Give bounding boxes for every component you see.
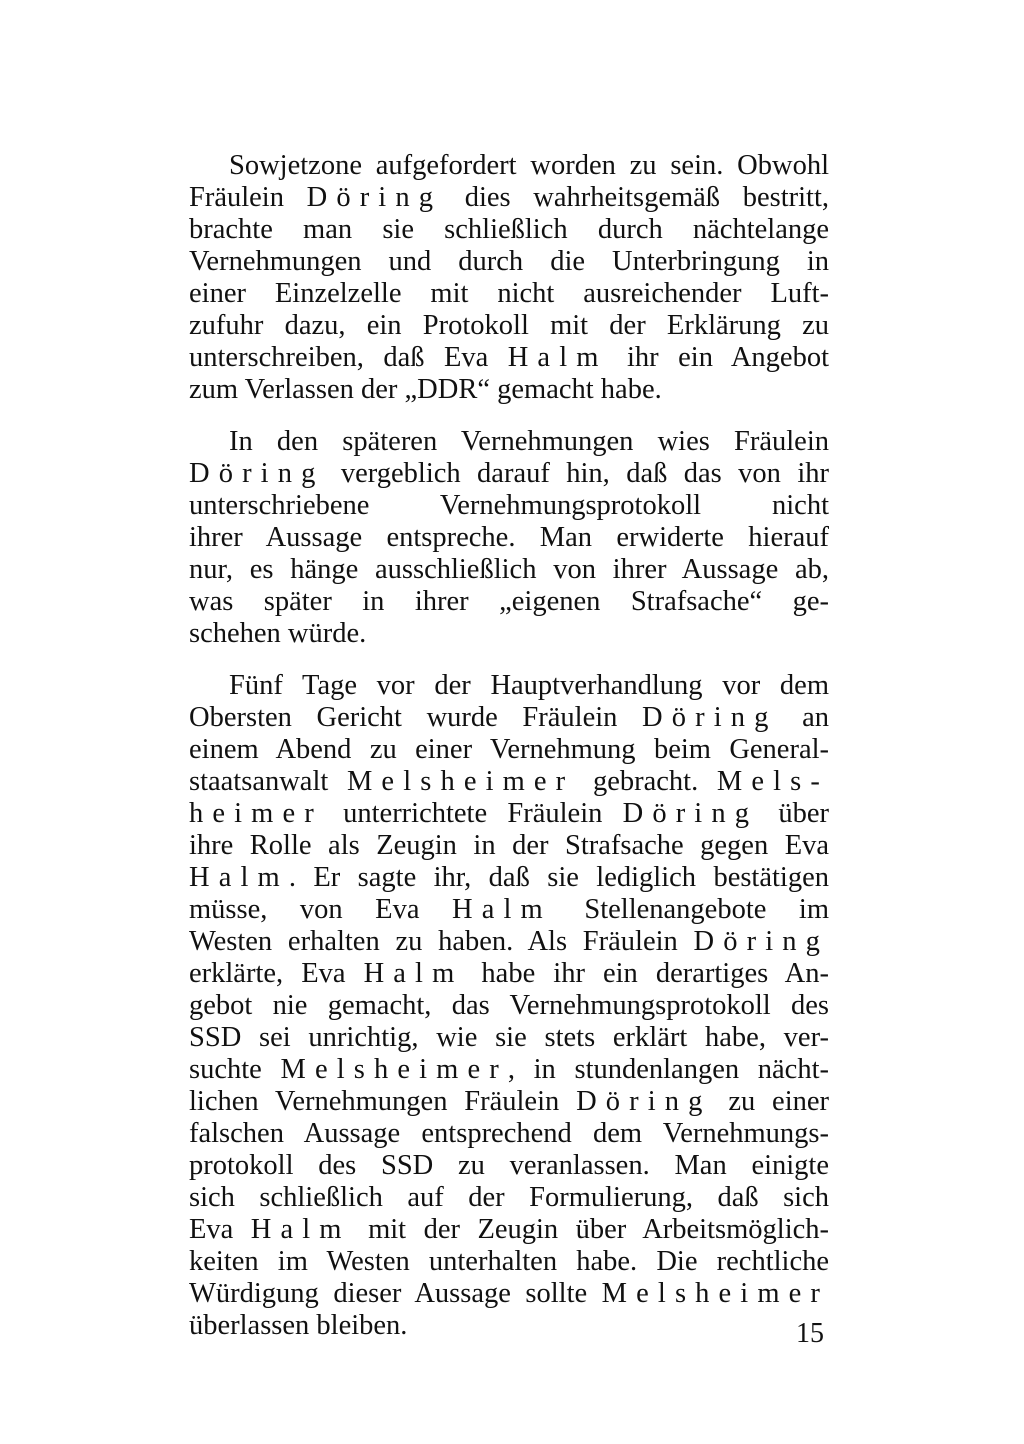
text-line (189, 522, 829, 554)
spaced-name: Döring (189, 458, 325, 489)
spaced-name: Halm (363, 958, 464, 989)
spaced-name: Döring (306, 182, 443, 213)
text-line (189, 734, 829, 766)
body-text (189, 150, 829, 1342)
text-segment: dies wahrheitsgemäß bestritt, (442, 182, 829, 213)
spaced-name: Halm (250, 1214, 351, 1245)
text-line (189, 1310, 829, 1342)
text-line (189, 702, 829, 734)
text-segment: was später in ihrer „eigenen Strafsache“ ge- (189, 586, 829, 617)
text-line (189, 670, 829, 702)
spaced-name: Melsheimer (280, 1054, 508, 1085)
text-segment: SSD sei unrichtig, wie sie stets erklärt habe, ver- (189, 1022, 829, 1053)
text-segment: zu einer (711, 1086, 830, 1117)
text-segment: gebot nie gemacht, das Vernehmungsprotokoll des (189, 990, 829, 1021)
text-segment: sich schließlich auf der Formulierung, daß sich (189, 1182, 829, 1213)
text-line (189, 798, 829, 830)
text-line (189, 766, 829, 798)
text-line (189, 426, 829, 458)
text-line (189, 1278, 829, 1310)
text-line (189, 246, 829, 278)
text-segment: In den späteren Vernehmungen wies Fräulein (229, 426, 829, 457)
text-segment: suchte (189, 1054, 281, 1085)
spaced-name: Halm (507, 342, 608, 373)
text-line (189, 310, 829, 342)
paragraph-3 (189, 670, 829, 1342)
text-line (189, 490, 829, 522)
text-segment: ihre Rolle als Zeugin in der Strafsache gegen Eva (189, 830, 829, 861)
text-segment: staatsanwalt (189, 766, 347, 797)
paragraph-1 (189, 150, 829, 406)
spaced-name: heimer (189, 798, 323, 829)
text-line (189, 990, 829, 1022)
text-segment: Stellenangebote im (551, 894, 830, 925)
text-segment: Obersten Gericht wurde Fräulein (189, 702, 643, 733)
spaced-name: Halm (189, 862, 289, 893)
text-segment: nur, es hänge ausschließlich von ihrer Aussage ab, (189, 554, 829, 585)
text-segment: Westen erhalten zu haben. Als Fräulein (189, 926, 694, 957)
text-segment: einem Abend zu einer Vernehmung beim General- (189, 734, 829, 765)
text-segment: keiten im Westen unterhalten habe. Die rechtliche (189, 1246, 829, 1277)
text-segment: mit der Zeugin über Arbeitsmöglich- (350, 1214, 830, 1245)
text-line (189, 958, 829, 990)
text-segment: erklärte, Eva (189, 958, 364, 989)
text-segment: Eva (189, 1214, 251, 1245)
spaced-name: Döring (642, 702, 778, 733)
spaced-name: Melsheimer (601, 1278, 829, 1309)
text-segment: . Er sagte ihr, daß sie lediglich bestätigen (288, 862, 829, 893)
text-segment: lichen Vernehmungen Fräulein (189, 1086, 577, 1117)
text-line (189, 150, 829, 182)
text-segment: einer Einzelzelle mit nicht ausreichender Luft- (189, 278, 829, 309)
text-segment: an (777, 702, 829, 733)
text-segment: Fräulein (189, 182, 307, 213)
text-line (189, 214, 829, 246)
text-segment: ihr ein Angebot (607, 342, 829, 373)
text-segment: vergeblich darauf hin, daß das von ihr (324, 458, 829, 489)
text-line (189, 894, 829, 926)
text-line (189, 342, 829, 374)
text-segment: gebracht. (574, 766, 717, 797)
spaced-name: Mels- (716, 766, 829, 797)
text-segment: müsse, von Eva (189, 894, 453, 925)
text-segment: brachte man sie schließlich durch nächtelange (189, 214, 829, 245)
paragraph-2 (189, 426, 829, 650)
text-segment: habe ihr ein derartiges An- (463, 958, 830, 989)
text-segment: Sowjetzone aufgefordert worden zu sein. Obwohl (229, 150, 829, 181)
spaced-name: Döring (576, 1086, 712, 1117)
text-line (189, 862, 829, 894)
text-segment: überlassen bleiben. (189, 1310, 408, 1341)
text-line (189, 926, 829, 958)
text-line (189, 1150, 829, 1182)
text-line (189, 586, 829, 618)
spaced-name: Döring (693, 926, 829, 957)
spaced-name: Halm (452, 894, 552, 925)
text-segment: unterschriebene Vernehmungsprotokoll nicht (189, 490, 829, 521)
text-segment: unterschreiben, daß Eva (189, 342, 508, 373)
text-segment: zufuhr dazu, ein Protokoll mit der Erklärung zu (189, 310, 829, 341)
text-line (189, 1022, 829, 1054)
text-line (189, 458, 829, 490)
text-line (189, 830, 829, 862)
text-segment: zum Verlassen der „DDR“ gemacht habe. (189, 374, 662, 405)
text-segment: Fünf Tage vor der Hauptverhandlung vor dem (229, 670, 829, 701)
text-segment: , in stundenlangen nächt- (507, 1054, 829, 1085)
text-segment: falschen Aussage entsprechend dem Vernehmungs- (189, 1118, 829, 1149)
text-line (189, 618, 829, 650)
text-line (189, 1246, 829, 1278)
page-number: 15 (796, 1318, 824, 1349)
text-line (189, 182, 829, 214)
text-line (189, 1118, 829, 1150)
text-segment: über (758, 798, 829, 829)
text-segment: ihrer Aussage entspreche. Man erwiderte hierauf (189, 522, 829, 553)
text-segment: protokoll des SSD zu veranlassen. Man einigte (189, 1150, 829, 1181)
text-line (189, 1054, 829, 1086)
text-segment: unterrichtete Fräulein (322, 798, 623, 829)
spaced-name: Döring (622, 798, 759, 829)
text-line (189, 374, 829, 406)
text-line (189, 278, 829, 310)
text-line (189, 1086, 829, 1118)
text-segment: schehen würde. (189, 618, 367, 649)
text-segment: Würdigung dieser Aussage sollte (189, 1278, 602, 1309)
text-line (189, 1182, 829, 1214)
text-line (189, 554, 829, 586)
text-line (189, 1214, 829, 1246)
spaced-name: Melsheimer (346, 766, 575, 797)
text-segment: Vernehmungen und durch die Unterbringung in (189, 246, 829, 277)
